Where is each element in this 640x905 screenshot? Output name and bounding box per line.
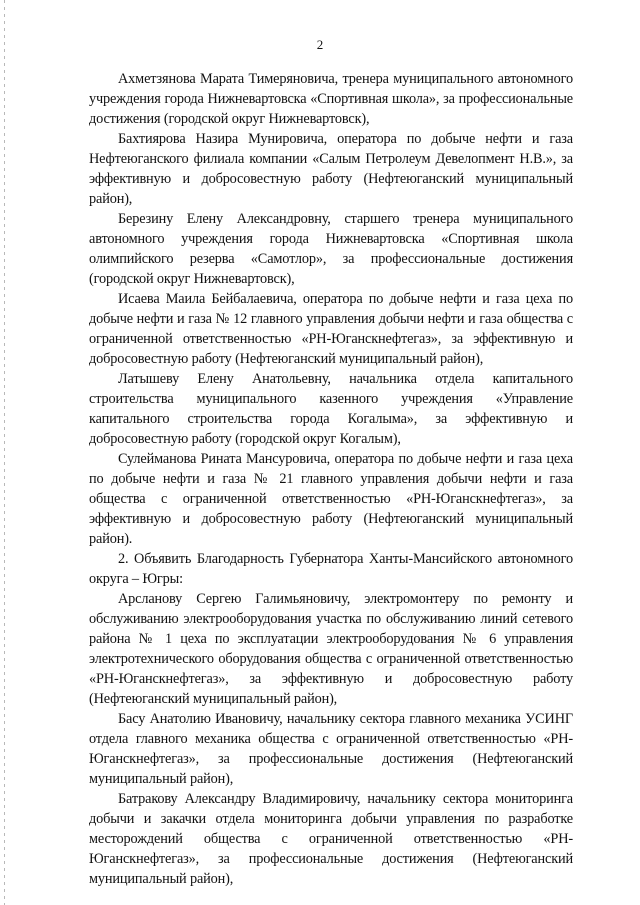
award-paragraph-basu: Басу Анатолию Ивановичу, начальнику сектора главного механика УСИНГ отдела главного механика общества с ограниченной ответственностью «РН-Юганскнефтегаз», за профессиональные достижения (Нефтеюганский муниципальный район), [89,711,573,787]
scan-edge-divider [4,0,5,905]
award-paragraph-akhmetzyanova: Ахметзянова Марата Тимеряновича, тренера муниципального автономного учреждения города Нижневартовска «Спортивная школа», за профессиональные достижения (городской округ Нижневартовск), [89,71,573,127]
award-paragraph-suleimanov: Сулейманова Рината Мансуровича, оператора по добыче нефти и газа цеха по добыче нефти и газа № 21 главного управления добычи нефти и газа общества с ограниченной ответственностью «РН-Юганскнефтегаз», за эффективную и добросовестную работу (Нефтеюганский муниципальный район). [89,451,573,547]
page-number: 2 [316,37,324,52]
award-paragraph-latysheva: Латышеву Елену Анатольевну, начальника отдела капитального строительства муниципального казенного учреждения «Управление капитального строительства города Когалыма», за эффективную и добросовестную работу (городской округ Когалым), [89,371,573,447]
award-paragraph-bakhtiyarov: Бахтиярова Назира Мунировича, оператора по добыче нефти и газа Нефтеюганского филиала компании «Салым Петролеум Девелопмент Н.В.», за эффективную и добросовестную работу (Нефтеюганский муниципальный район), [89,131,573,207]
award-paragraph-arslanov: Арсланову Сергею Галимьяновичу, электромонтеру по ремонту и обслуживанию электрооборудования участка по обслуживанию линий сетевого района № 1 цеха по эксплуатации электрооборудования № 6 управления электротехнического оборудования общества с ограниченной ответственностью «РН-Юганскнефтегаз», за эффективную и добросовестную работу (Нефтеюганский муниципальный район), [89,591,573,707]
award-paragraph-batrakov: Батракову Александру Владимировичу, начальнику сектора мониторинга добычи и закачки отдела мониторинга добычи управления по разработке месторождений общества с ограниченной ответственностью «РН-Юганскнефтегаз», за профессиональные достижения (Нефтеюганский муниципальный район), [89,791,573,887]
document-body [89,69,573,889]
award-paragraph-isaev: Исаева Маила Бейбалаевича, оператора по добыче нефти и газа цеха по добыче нефти и газа № 12 главного управления добычи нефти и газа общества с ограниченной ответственностью «РН-Юганскнефтегаз», за эффективную и добросовестную работу (Нефтеюганский муниципальный район), [89,291,573,367]
award-paragraph-berezina: Березину Елену Александровну, старшего тренера муниципального автономного учреждения города Нижневартовска «Спортивная школа олимпийского резерва «Самотлор», за профессиональные достижения (городской округ Нижневартовск), [89,211,573,287]
section-heading-gratitude: 2. Объявить Благодарность Губернатора Ханты-Мансийского автономного округа – Югры: [89,551,573,587]
